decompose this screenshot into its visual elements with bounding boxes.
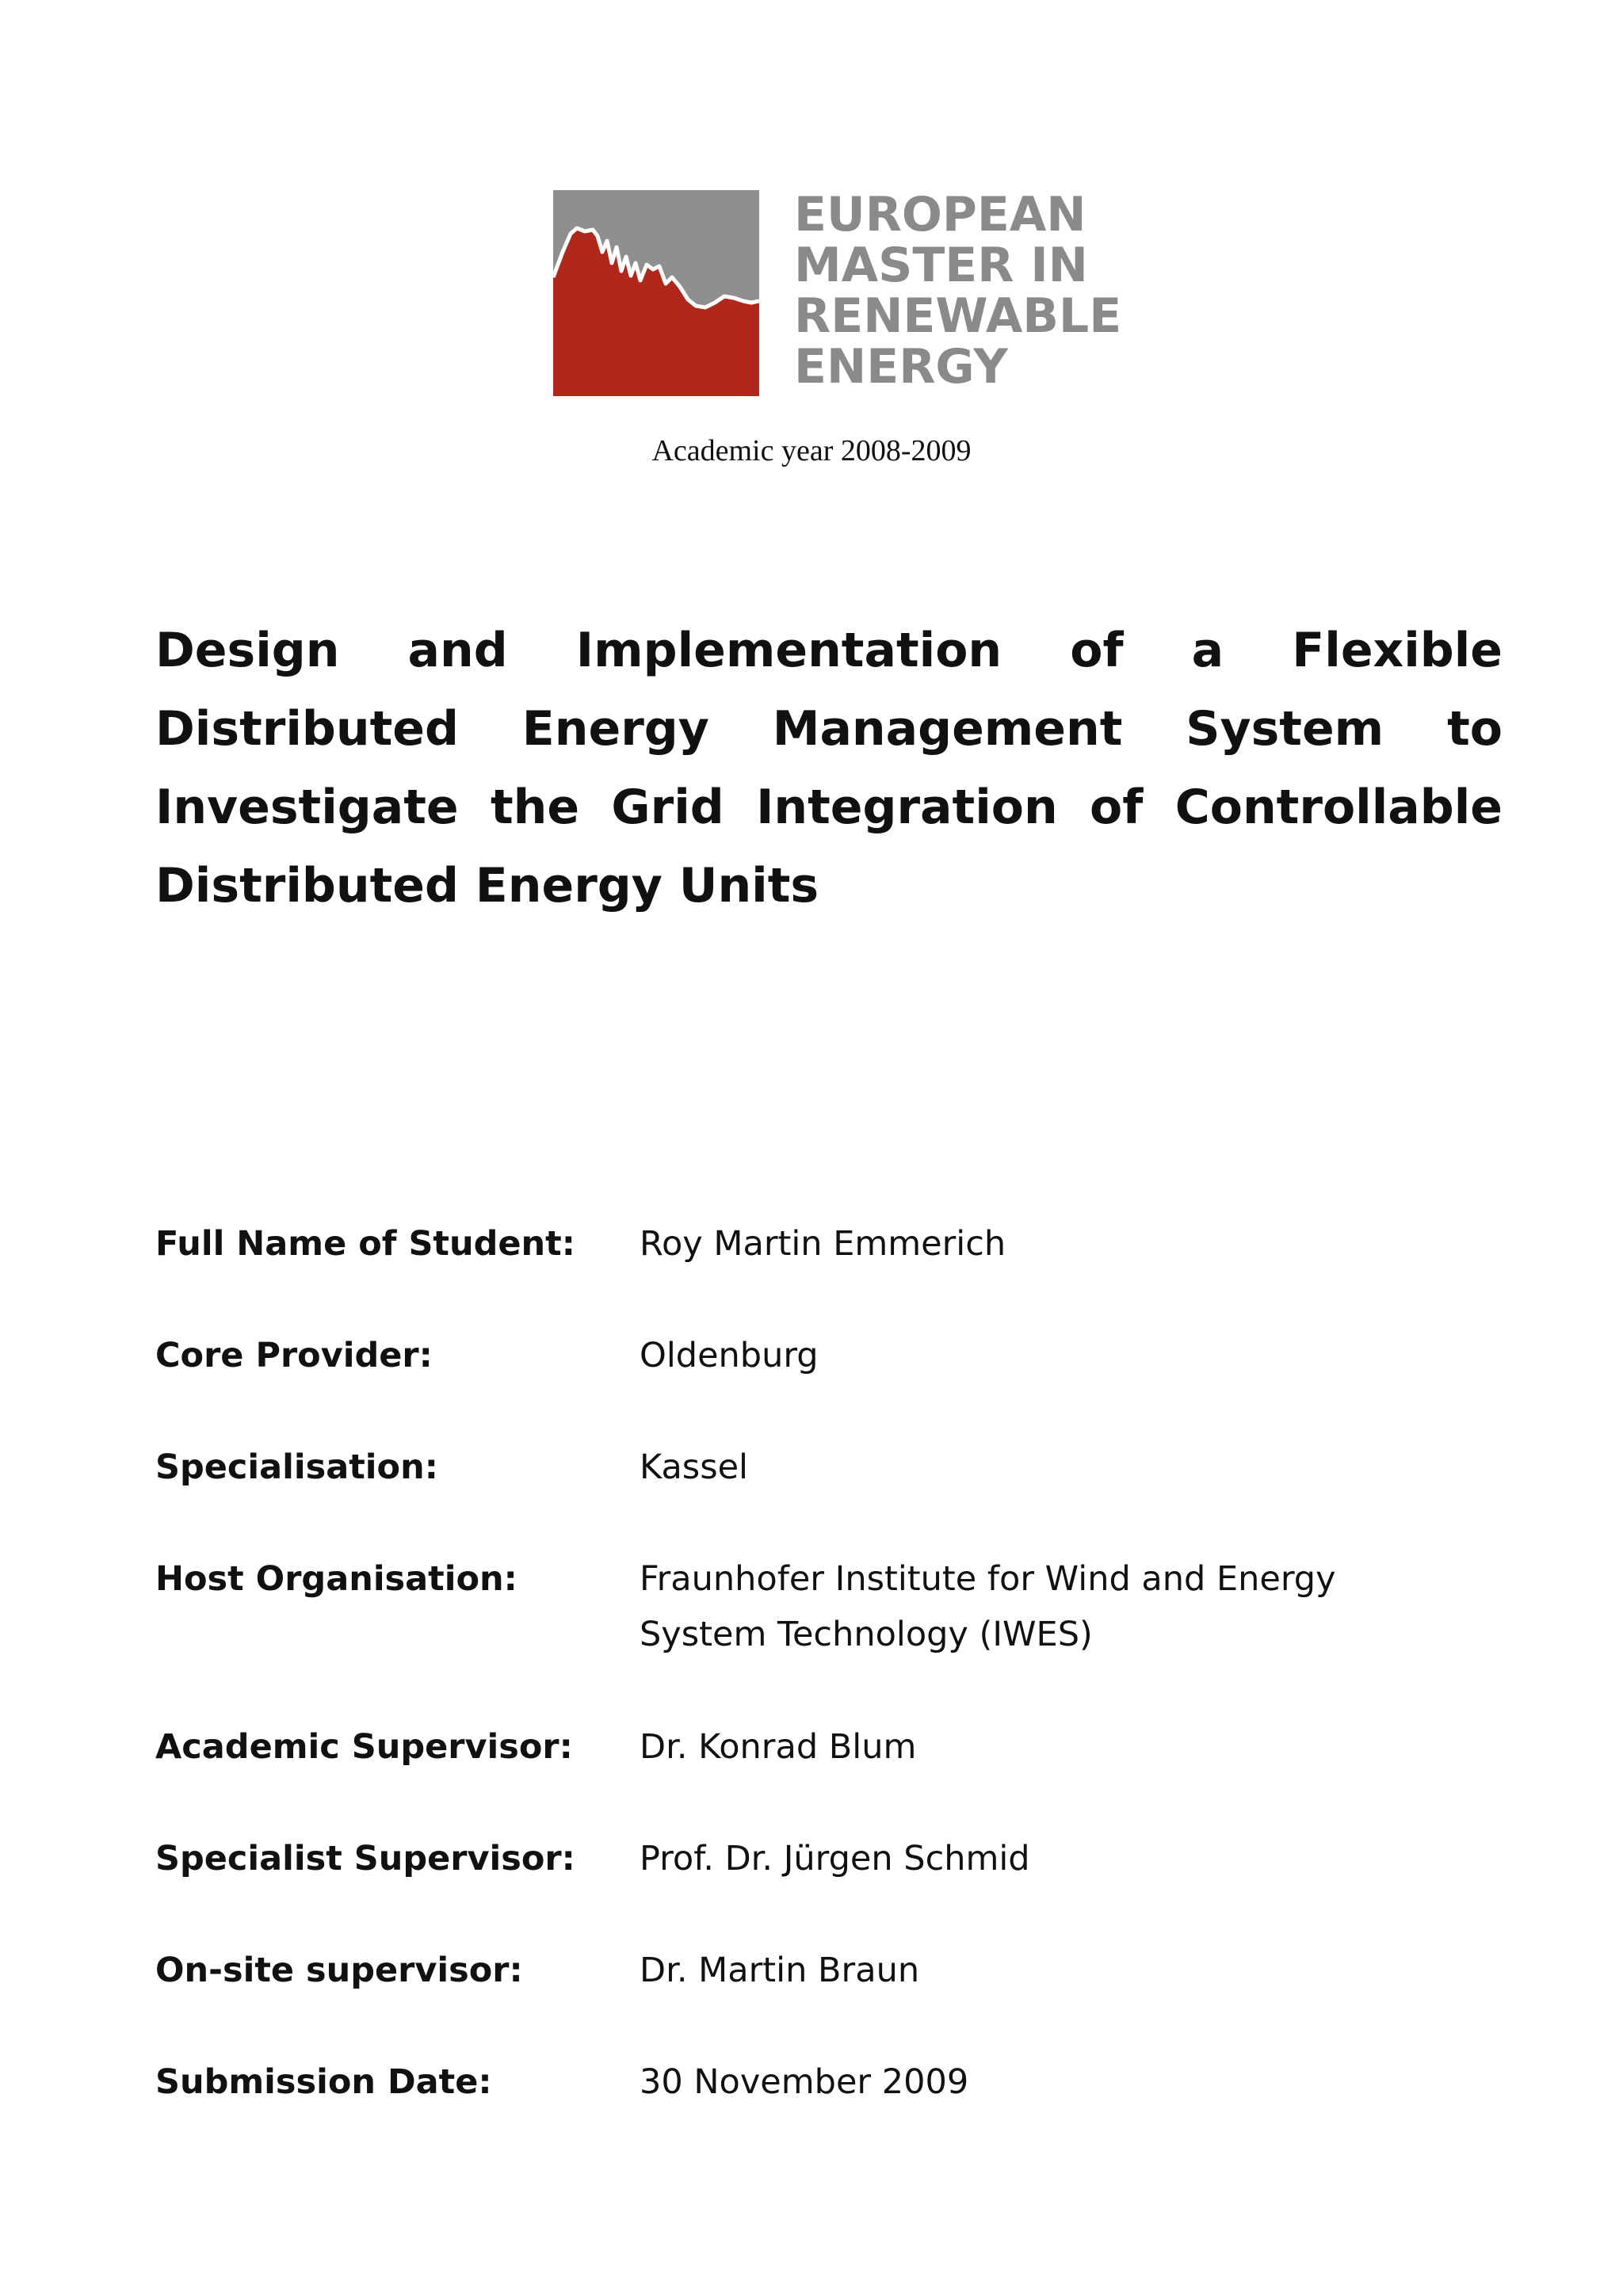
detail-value: 30 November 2009 [640, 2062, 969, 2102]
program-logo [553, 187, 1122, 396]
detail-label: Specialist Supervisor: [155, 1839, 575, 1878]
logo-line-4: ENERGY [794, 339, 1008, 395]
detail-label: On-site supervisor: [155, 1951, 523, 1990]
detail-label: Full Name of Student: [155, 1224, 575, 1264]
detail-label: Academic Supervisor: [155, 1727, 573, 1767]
detail-value: Kassel [640, 1447, 748, 1487]
logo-line-2: MASTER IN [794, 238, 1088, 293]
detail-label: Submission Date: [155, 2062, 492, 2102]
detail-value: Fraunhofer Institute for Wind and Energy System Technology (IWES) [640, 1559, 1336, 1654]
logo-line-3: RENEWABLE [794, 288, 1122, 344]
detail-label: Specialisation: [155, 1447, 438, 1487]
detail-label: Host Organisation: [155, 1559, 517, 1599]
logo-wordmark [794, 187, 1122, 396]
academic-year: Academic year 2008-2009 [651, 434, 972, 467]
detail-label: Core Provider: [155, 1336, 433, 1375]
detail-value: Roy Martin Emmerich [640, 1224, 1006, 1264]
thesis-title: Design and Implementation of a Flexible Distributed Energy Management System to Investigate the Grid Integration of Controllable Distributed Energy Units [155, 623, 1503, 913]
detail-value: Oldenburg [640, 1336, 819, 1375]
logo-mark-icon [553, 190, 759, 396]
logo-line-1: EUROPEAN [794, 187, 1086, 242]
detail-value: Prof. Dr. Jürgen Schmid [640, 1839, 1030, 1878]
detail-value: Dr. Konrad Blum [640, 1727, 917, 1767]
detail-value: Dr. Martin Braun [640, 1951, 920, 1990]
